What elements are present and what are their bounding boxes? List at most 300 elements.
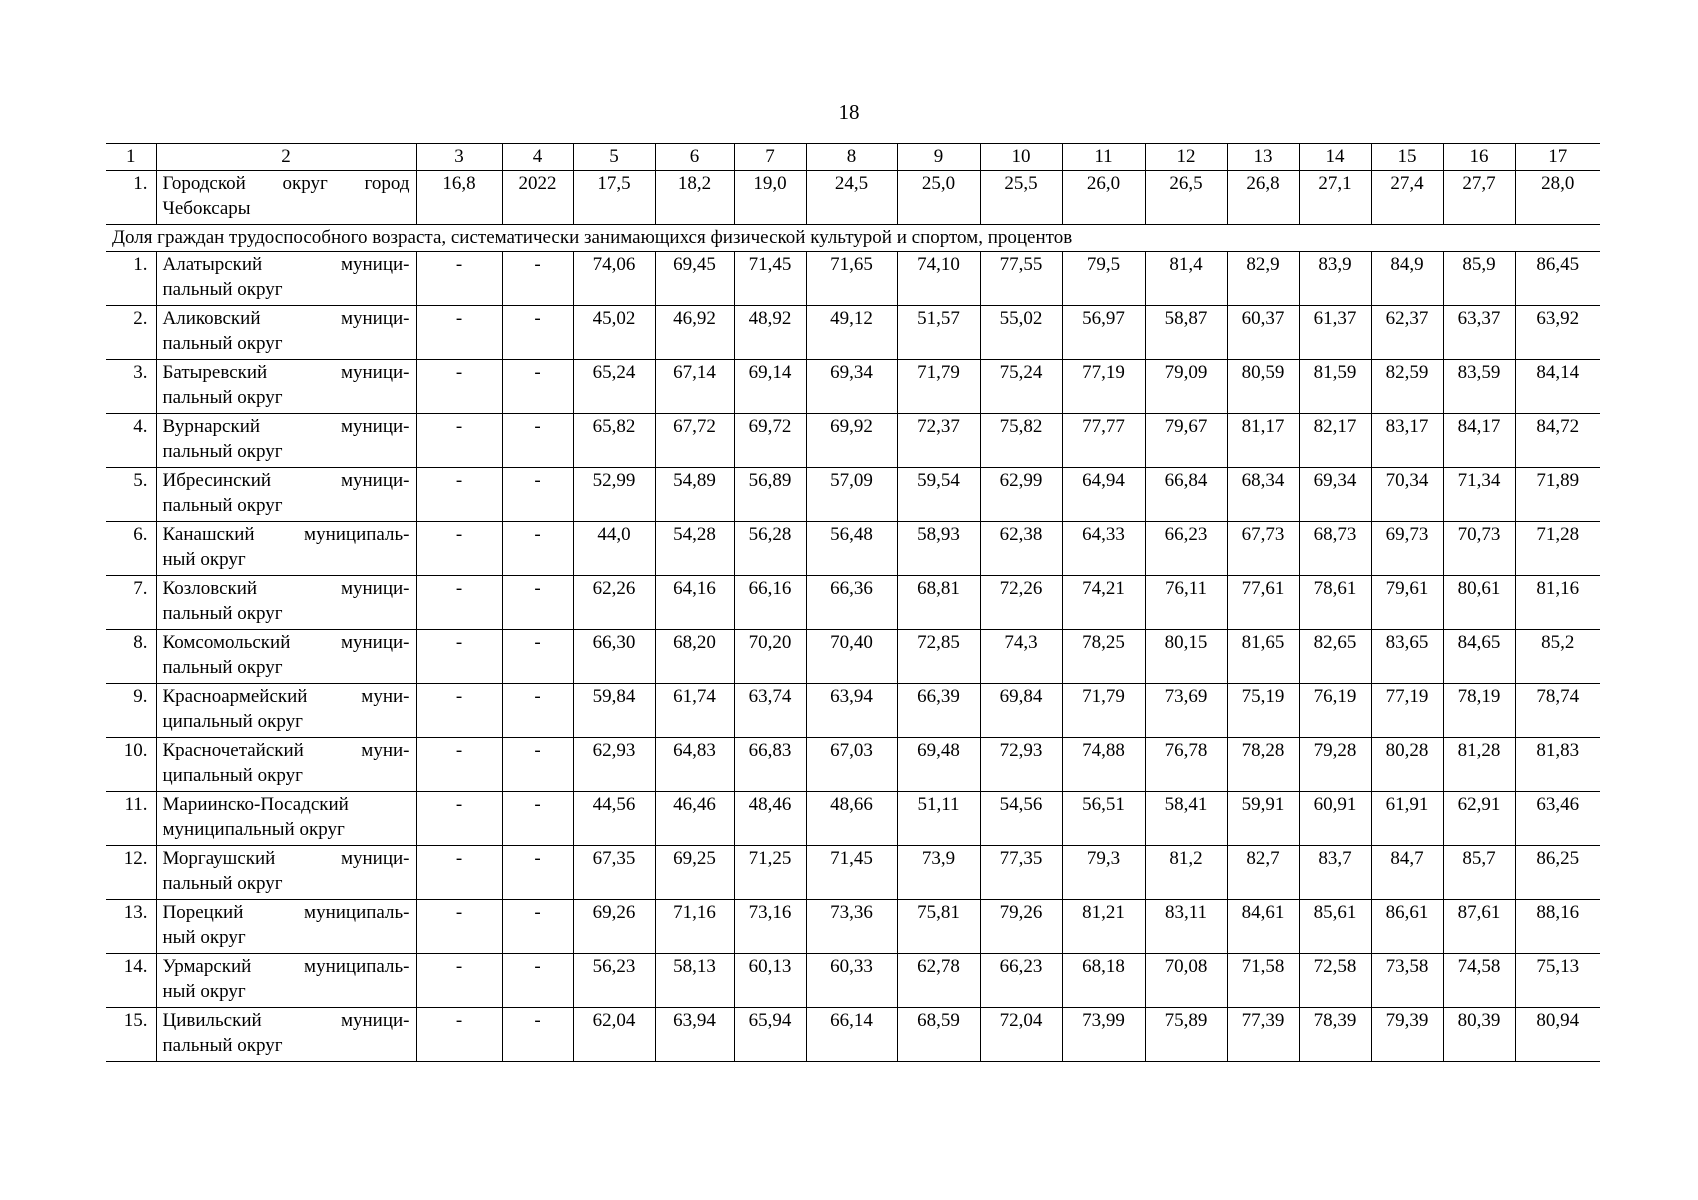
value-cell: 70,73 bbox=[1443, 522, 1515, 576]
table-row bbox=[106, 360, 1600, 414]
value-cell: 80,28 bbox=[1371, 738, 1443, 792]
value-cell: 55,02 bbox=[980, 306, 1062, 360]
district-name-line-2: пальный округ bbox=[162, 333, 283, 354]
value-cell: 83,17 bbox=[1371, 414, 1443, 468]
table-row bbox=[106, 684, 1600, 738]
district-name-line-2: пальный округ bbox=[162, 657, 283, 678]
value-cell: 75,13 bbox=[1515, 954, 1600, 1008]
value-cell: 84,72 bbox=[1515, 414, 1600, 468]
column-number-header: 3 bbox=[416, 144, 502, 171]
column-number-header: 5 bbox=[573, 144, 655, 171]
value-cell: 82,17 bbox=[1299, 414, 1371, 468]
district-name-line-2: пальный округ bbox=[162, 495, 283, 516]
district-name-cell bbox=[156, 252, 416, 306]
value-cell: 67,03 bbox=[806, 738, 897, 792]
value-cell: 52,99 bbox=[573, 468, 655, 522]
value-cell: 17,5 bbox=[573, 171, 655, 225]
district-name-line-2: муниципальный округ bbox=[162, 819, 345, 840]
table-row bbox=[106, 846, 1600, 900]
value-cell: 72,04 bbox=[980, 1008, 1062, 1062]
value-cell: 77,61 bbox=[1227, 576, 1299, 630]
row-number-cell: 10. bbox=[106, 738, 156, 792]
value-cell: 71,79 bbox=[1062, 684, 1145, 738]
value-cell: - bbox=[416, 1008, 502, 1062]
district-name-cell bbox=[156, 630, 416, 684]
table-row bbox=[106, 171, 1600, 225]
value-cell: 51,11 bbox=[897, 792, 980, 846]
value-cell: 83,65 bbox=[1371, 630, 1443, 684]
value-cell: 60,13 bbox=[734, 954, 806, 1008]
value-cell: 26,5 bbox=[1145, 171, 1227, 225]
value-cell: 75,89 bbox=[1145, 1008, 1227, 1062]
value-cell: - bbox=[502, 252, 573, 306]
value-cell: 69,25 bbox=[655, 846, 734, 900]
value-cell: 51,57 bbox=[897, 306, 980, 360]
value-cell: 69,14 bbox=[734, 360, 806, 414]
value-cell: - bbox=[502, 846, 573, 900]
value-cell: 74,58 bbox=[1443, 954, 1515, 1008]
value-cell: 75,19 bbox=[1227, 684, 1299, 738]
column-number-header: 14 bbox=[1299, 144, 1371, 171]
value-cell: - bbox=[416, 738, 502, 792]
row-number-cell: 8. bbox=[106, 630, 156, 684]
value-cell: 84,7 bbox=[1371, 846, 1443, 900]
value-cell: 84,61 bbox=[1227, 900, 1299, 954]
district-name-cell bbox=[156, 738, 416, 792]
value-cell: 72,26 bbox=[980, 576, 1062, 630]
value-cell: 80,39 bbox=[1443, 1008, 1515, 1062]
district-name-line-2: ный округ bbox=[162, 927, 246, 948]
table-row bbox=[106, 1008, 1600, 1062]
page-number: 18 bbox=[838, 100, 860, 124]
column-number-header: 1 bbox=[106, 144, 156, 171]
column-number-header: 7 bbox=[734, 144, 806, 171]
value-cell: 73,36 bbox=[806, 900, 897, 954]
value-cell: 26,0 bbox=[1062, 171, 1145, 225]
value-cell: 69,34 bbox=[1299, 468, 1371, 522]
value-cell: 61,91 bbox=[1371, 792, 1443, 846]
value-cell: 59,54 bbox=[897, 468, 980, 522]
value-cell: 82,9 bbox=[1227, 252, 1299, 306]
column-number-header: 17 bbox=[1515, 144, 1600, 171]
value-cell: 60,33 bbox=[806, 954, 897, 1008]
value-cell: 85,7 bbox=[1443, 846, 1515, 900]
value-cell: 62,04 bbox=[573, 1008, 655, 1062]
row-number-cell: 9. bbox=[106, 684, 156, 738]
value-cell: 83,59 bbox=[1443, 360, 1515, 414]
value-cell: 81,16 bbox=[1515, 576, 1600, 630]
value-cell: - bbox=[502, 306, 573, 360]
value-cell: 76,78 bbox=[1145, 738, 1227, 792]
value-cell: 71,89 bbox=[1515, 468, 1600, 522]
value-cell: - bbox=[416, 792, 502, 846]
district-name-cell bbox=[156, 171, 416, 225]
district-name-cell bbox=[156, 684, 416, 738]
value-cell: 68,34 bbox=[1227, 468, 1299, 522]
value-cell: 58,13 bbox=[655, 954, 734, 1008]
value-cell: 84,9 bbox=[1371, 252, 1443, 306]
value-cell: 84,14 bbox=[1515, 360, 1600, 414]
value-cell: 59,84 bbox=[573, 684, 655, 738]
value-cell: 88,16 bbox=[1515, 900, 1600, 954]
value-cell: - bbox=[416, 522, 502, 576]
value-cell: 71,45 bbox=[806, 846, 897, 900]
value-cell: 74,88 bbox=[1062, 738, 1145, 792]
district-name-cell bbox=[156, 306, 416, 360]
value-cell: 48,46 bbox=[734, 792, 806, 846]
value-cell: - bbox=[502, 576, 573, 630]
value-cell: 73,9 bbox=[897, 846, 980, 900]
value-cell: - bbox=[502, 522, 573, 576]
section-title: Доля граждан трудоспособного возраста, систематически занимающихся физической культурой и спортом, процентов bbox=[106, 225, 1600, 252]
value-cell: 59,91 bbox=[1227, 792, 1299, 846]
value-cell: 66,30 bbox=[573, 630, 655, 684]
value-cell: 67,14 bbox=[655, 360, 734, 414]
row-number-cell: 1. bbox=[106, 252, 156, 306]
value-cell: 71,25 bbox=[734, 846, 806, 900]
value-cell: 18,2 bbox=[655, 171, 734, 225]
value-cell: 54,28 bbox=[655, 522, 734, 576]
value-cell: - bbox=[502, 792, 573, 846]
table-row bbox=[106, 414, 1600, 468]
value-cell: 77,55 bbox=[980, 252, 1062, 306]
district-name-line-1: Цивильский муници- bbox=[162, 1010, 410, 1031]
district-name-line-2: пальный округ bbox=[162, 279, 283, 300]
value-cell: 70,34 bbox=[1371, 468, 1443, 522]
value-cell: 86,45 bbox=[1515, 252, 1600, 306]
table-row bbox=[106, 252, 1600, 306]
value-cell: - bbox=[502, 360, 573, 414]
column-number-header: 6 bbox=[655, 144, 734, 171]
value-cell: 83,7 bbox=[1299, 846, 1371, 900]
value-cell: 49,12 bbox=[806, 306, 897, 360]
value-cell: 77,19 bbox=[1371, 684, 1443, 738]
value-cell: 80,61 bbox=[1443, 576, 1515, 630]
value-cell: 63,37 bbox=[1443, 306, 1515, 360]
value-cell: 77,19 bbox=[1062, 360, 1145, 414]
value-cell: 63,46 bbox=[1515, 792, 1600, 846]
value-cell: 69,84 bbox=[980, 684, 1062, 738]
value-cell: 86,61 bbox=[1371, 900, 1443, 954]
district-name-line-1: Канашский муниципаль- bbox=[162, 524, 410, 545]
value-cell: 72,37 bbox=[897, 414, 980, 468]
row-number-cell: 1. bbox=[106, 171, 156, 225]
value-cell: 78,61 bbox=[1299, 576, 1371, 630]
value-cell: 56,89 bbox=[734, 468, 806, 522]
value-cell: 81,59 bbox=[1299, 360, 1371, 414]
value-cell: 48,92 bbox=[734, 306, 806, 360]
value-cell: 45,02 bbox=[573, 306, 655, 360]
value-cell: - bbox=[416, 846, 502, 900]
row-number-cell: 5. bbox=[106, 468, 156, 522]
value-cell: - bbox=[416, 954, 502, 1008]
value-cell: 86,25 bbox=[1515, 846, 1600, 900]
value-cell: 60,37 bbox=[1227, 306, 1299, 360]
value-cell: 78,28 bbox=[1227, 738, 1299, 792]
value-cell: 71,65 bbox=[806, 252, 897, 306]
value-cell: 56,23 bbox=[573, 954, 655, 1008]
value-cell: 74,10 bbox=[897, 252, 980, 306]
value-cell: 74,3 bbox=[980, 630, 1062, 684]
value-cell: - bbox=[416, 468, 502, 522]
value-cell: 64,33 bbox=[1062, 522, 1145, 576]
table-row bbox=[106, 792, 1600, 846]
value-cell: 84,65 bbox=[1443, 630, 1515, 684]
value-cell: 69,72 bbox=[734, 414, 806, 468]
district-name-line-2: пальный округ bbox=[162, 873, 283, 894]
value-cell: 66,16 bbox=[734, 576, 806, 630]
value-cell: 78,25 bbox=[1062, 630, 1145, 684]
district-name-line-1: Урмарский муниципаль- bbox=[162, 956, 410, 977]
value-cell: 70,40 bbox=[806, 630, 897, 684]
row-number-cell: 13. bbox=[106, 900, 156, 954]
value-cell: 75,81 bbox=[897, 900, 980, 954]
district-name-line-2: пальный округ bbox=[162, 1035, 283, 1056]
district-name-line-1: Аликовский муници- bbox=[162, 308, 410, 329]
district-name-cell bbox=[156, 792, 416, 846]
value-cell: 67,72 bbox=[655, 414, 734, 468]
value-cell: 82,65 bbox=[1299, 630, 1371, 684]
value-cell: 66,83 bbox=[734, 738, 806, 792]
value-cell: 79,09 bbox=[1145, 360, 1227, 414]
value-cell: 44,56 bbox=[573, 792, 655, 846]
value-cell: 69,45 bbox=[655, 252, 734, 306]
district-name-line-2: ный округ bbox=[162, 981, 246, 1002]
value-cell: 27,1 bbox=[1299, 171, 1371, 225]
value-cell: 79,61 bbox=[1371, 576, 1443, 630]
district-name-line-1: Вурнарский муници- bbox=[162, 416, 410, 437]
value-cell: 68,18 bbox=[1062, 954, 1145, 1008]
value-cell: - bbox=[502, 414, 573, 468]
value-cell: 85,2 bbox=[1515, 630, 1600, 684]
value-cell: - bbox=[416, 360, 502, 414]
value-cell: 79,26 bbox=[980, 900, 1062, 954]
value-cell: 78,74 bbox=[1515, 684, 1600, 738]
value-cell: 81,65 bbox=[1227, 630, 1299, 684]
column-number-header: 10 bbox=[980, 144, 1062, 171]
value-cell: 62,37 bbox=[1371, 306, 1443, 360]
district-name-cell bbox=[156, 360, 416, 414]
value-cell: 48,66 bbox=[806, 792, 897, 846]
value-cell: 62,26 bbox=[573, 576, 655, 630]
value-cell: - bbox=[502, 684, 573, 738]
value-cell: 80,15 bbox=[1145, 630, 1227, 684]
row-number-cell: 6. bbox=[106, 522, 156, 576]
value-cell: 19,0 bbox=[734, 171, 806, 225]
table-row bbox=[106, 468, 1600, 522]
value-cell: 71,34 bbox=[1443, 468, 1515, 522]
district-name-line-1: Красноармейский муни- bbox=[162, 686, 410, 707]
value-cell: 83,11 bbox=[1145, 900, 1227, 954]
value-cell: - bbox=[502, 900, 573, 954]
value-cell: 71,28 bbox=[1515, 522, 1600, 576]
district-name-line-1: Мариинско-Посадский bbox=[162, 794, 349, 815]
value-cell: 81,83 bbox=[1515, 738, 1600, 792]
value-cell: 74,06 bbox=[573, 252, 655, 306]
district-name-cell bbox=[156, 1008, 416, 1062]
value-cell: - bbox=[416, 414, 502, 468]
value-cell: 65,24 bbox=[573, 360, 655, 414]
value-cell: 73,58 bbox=[1371, 954, 1443, 1008]
table-row bbox=[106, 576, 1600, 630]
value-cell: - bbox=[502, 468, 573, 522]
value-cell: 66,14 bbox=[806, 1008, 897, 1062]
value-cell: 25,5 bbox=[980, 171, 1062, 225]
value-cell: 66,36 bbox=[806, 576, 897, 630]
value-cell: 24,5 bbox=[806, 171, 897, 225]
value-cell: 46,46 bbox=[655, 792, 734, 846]
value-cell: 81,2 bbox=[1145, 846, 1227, 900]
value-cell: - bbox=[502, 630, 573, 684]
value-cell: 61,74 bbox=[655, 684, 734, 738]
district-name-line-2: Чебоксары bbox=[162, 198, 251, 219]
table-row bbox=[106, 522, 1600, 576]
value-cell: 75,82 bbox=[980, 414, 1062, 468]
value-cell: 69,73 bbox=[1371, 522, 1443, 576]
district-name-line-1: Порецкий муниципаль- bbox=[162, 902, 410, 923]
value-cell: 65,94 bbox=[734, 1008, 806, 1062]
value-cell: 62,38 bbox=[980, 522, 1062, 576]
value-cell: 84,17 bbox=[1443, 414, 1515, 468]
value-cell: - bbox=[416, 900, 502, 954]
value-cell: 87,61 bbox=[1443, 900, 1515, 954]
district-name-line-2: ципальный округ bbox=[162, 765, 303, 786]
value-cell: 2022 bbox=[502, 171, 573, 225]
column-number-header: 13 bbox=[1227, 144, 1299, 171]
district-name-line-1: Комсомольский муници- bbox=[162, 632, 410, 653]
row-number-cell: 4. bbox=[106, 414, 156, 468]
value-cell: 77,35 bbox=[980, 846, 1062, 900]
district-name-line-2: ципальный округ bbox=[162, 711, 303, 732]
value-cell: 69,34 bbox=[806, 360, 897, 414]
header-row bbox=[106, 144, 1600, 171]
value-cell: - bbox=[416, 630, 502, 684]
district-name-line-1: Красночетайский муни- bbox=[162, 740, 410, 761]
section-row bbox=[106, 225, 1600, 252]
value-cell: 81,17 bbox=[1227, 414, 1299, 468]
column-number-header: 12 bbox=[1145, 144, 1227, 171]
value-cell: 60,91 bbox=[1299, 792, 1371, 846]
value-cell: 16,8 bbox=[416, 171, 502, 225]
value-cell: 64,16 bbox=[655, 576, 734, 630]
row-number-cell: 2. bbox=[106, 306, 156, 360]
column-number-header: 16 bbox=[1443, 144, 1515, 171]
value-cell: 58,87 bbox=[1145, 306, 1227, 360]
value-cell: 73,16 bbox=[734, 900, 806, 954]
value-cell: 27,4 bbox=[1371, 171, 1443, 225]
value-cell: 79,67 bbox=[1145, 414, 1227, 468]
value-cell: 81,4 bbox=[1145, 252, 1227, 306]
value-cell: 58,41 bbox=[1145, 792, 1227, 846]
value-cell: 74,21 bbox=[1062, 576, 1145, 630]
value-cell: 81,28 bbox=[1443, 738, 1515, 792]
value-cell: 79,28 bbox=[1299, 738, 1371, 792]
value-cell: 54,89 bbox=[655, 468, 734, 522]
value-cell: 62,91 bbox=[1443, 792, 1515, 846]
value-cell: 68,59 bbox=[897, 1008, 980, 1062]
value-cell: 80,94 bbox=[1515, 1008, 1600, 1062]
value-cell: 57,09 bbox=[806, 468, 897, 522]
indicators-table bbox=[106, 143, 1600, 1062]
value-cell: 68,81 bbox=[897, 576, 980, 630]
row-number-cell: 14. bbox=[106, 954, 156, 1008]
value-cell: 66,84 bbox=[1145, 468, 1227, 522]
value-cell: 67,35 bbox=[573, 846, 655, 900]
table-body bbox=[106, 144, 1600, 1062]
value-cell: 82,59 bbox=[1371, 360, 1443, 414]
value-cell: 67,73 bbox=[1227, 522, 1299, 576]
value-cell: 77,77 bbox=[1062, 414, 1145, 468]
value-cell: 56,51 bbox=[1062, 792, 1145, 846]
value-cell: 26,8 bbox=[1227, 171, 1299, 225]
value-cell: 73,69 bbox=[1145, 684, 1227, 738]
value-cell: 64,94 bbox=[1062, 468, 1145, 522]
value-cell: 62,93 bbox=[573, 738, 655, 792]
district-name-line-1: Моргаушский муници- bbox=[162, 848, 410, 869]
column-number-header: 8 bbox=[806, 144, 897, 171]
value-cell: 61,37 bbox=[1299, 306, 1371, 360]
value-cell: - bbox=[416, 576, 502, 630]
value-cell: 79,39 bbox=[1371, 1008, 1443, 1062]
value-cell: 44,0 bbox=[573, 522, 655, 576]
district-name-line-2: пальный округ bbox=[162, 441, 283, 462]
row-number-cell: 11. bbox=[106, 792, 156, 846]
value-cell: 71,16 bbox=[655, 900, 734, 954]
district-name-line-1: Козловский муници- bbox=[162, 578, 410, 599]
district-name-line-1: Ибресинский муници- bbox=[162, 470, 410, 491]
district-name-cell bbox=[156, 522, 416, 576]
district-name-cell bbox=[156, 900, 416, 954]
table-row bbox=[106, 630, 1600, 684]
value-cell: 78,19 bbox=[1443, 684, 1515, 738]
table-row bbox=[106, 954, 1600, 1008]
value-cell: 63,92 bbox=[1515, 306, 1600, 360]
value-cell: 54,56 bbox=[980, 792, 1062, 846]
table-row bbox=[106, 900, 1600, 954]
value-cell: 56,97 bbox=[1062, 306, 1145, 360]
column-number-header: 11 bbox=[1062, 144, 1145, 171]
value-cell: 70,20 bbox=[734, 630, 806, 684]
value-cell: 68,20 bbox=[655, 630, 734, 684]
value-cell: 63,94 bbox=[806, 684, 897, 738]
value-cell: 63,94 bbox=[655, 1008, 734, 1062]
value-cell: - bbox=[416, 684, 502, 738]
value-cell: 70,08 bbox=[1145, 954, 1227, 1008]
value-cell: 64,83 bbox=[655, 738, 734, 792]
value-cell: 27,7 bbox=[1443, 171, 1515, 225]
table-row bbox=[106, 306, 1600, 360]
value-cell: 71,45 bbox=[734, 252, 806, 306]
column-number-header: 4 bbox=[502, 144, 573, 171]
value-cell: 62,99 bbox=[980, 468, 1062, 522]
district-name-line-1: Алатырский муници- bbox=[162, 254, 410, 275]
district-name-line-1: Городской округ город bbox=[162, 173, 410, 194]
value-cell: 75,24 bbox=[980, 360, 1062, 414]
value-cell: 76,19 bbox=[1299, 684, 1371, 738]
value-cell: 80,59 bbox=[1227, 360, 1299, 414]
district-name-cell bbox=[156, 414, 416, 468]
value-cell: 79,5 bbox=[1062, 252, 1145, 306]
value-cell: 85,9 bbox=[1443, 252, 1515, 306]
district-name-line-2: пальный округ bbox=[162, 603, 283, 624]
value-cell: 66,23 bbox=[1145, 522, 1227, 576]
value-cell: 46,92 bbox=[655, 306, 734, 360]
column-number-header: 9 bbox=[897, 144, 980, 171]
column-number-header: 2 bbox=[156, 144, 416, 171]
value-cell: 81,21 bbox=[1062, 900, 1145, 954]
value-cell: 65,82 bbox=[573, 414, 655, 468]
row-number-cell: 3. bbox=[106, 360, 156, 414]
